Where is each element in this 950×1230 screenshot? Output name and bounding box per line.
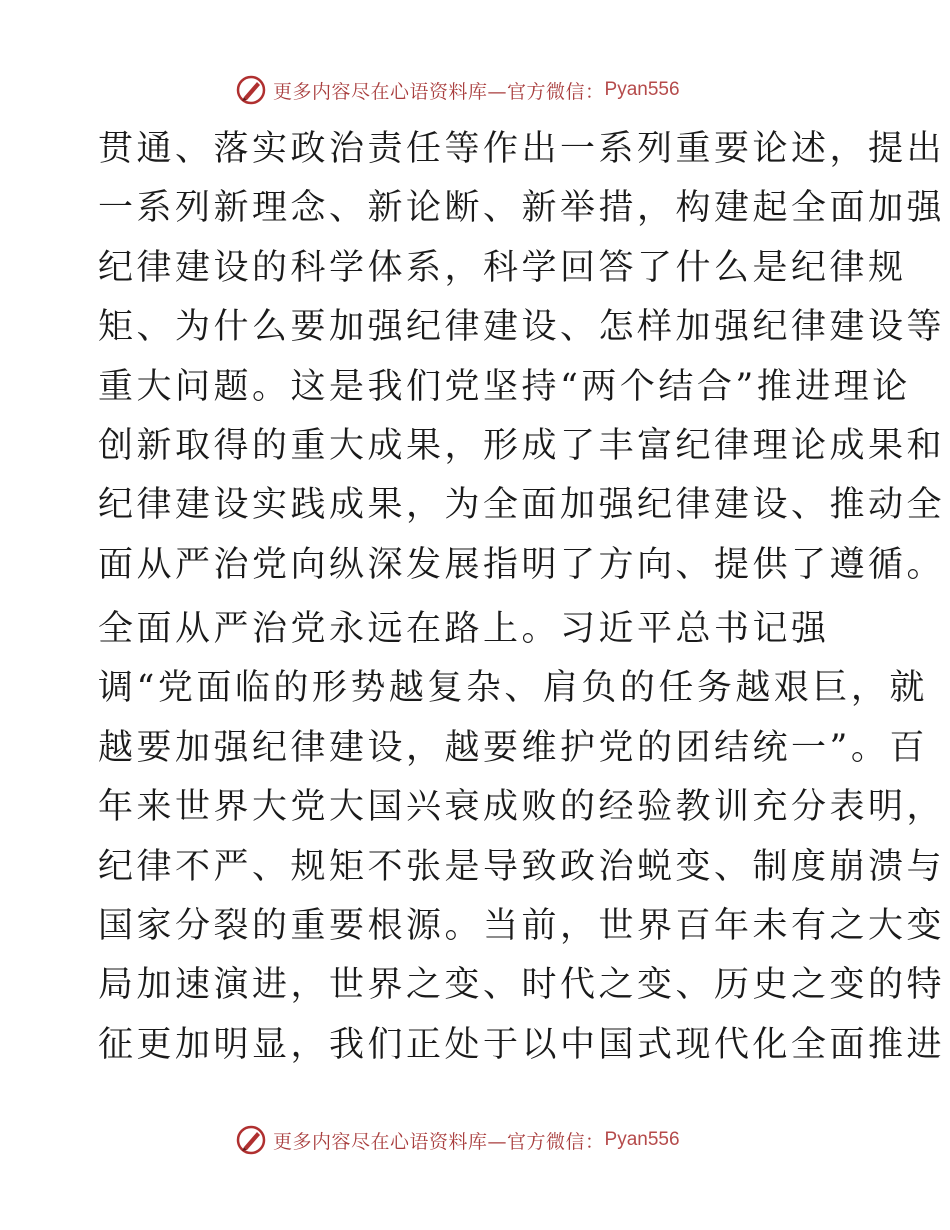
watermark-text: 更多内容尽在心语资料库—官方微信： <box>273 1130 605 1153</box>
paragraph-2 <box>98 600 946 1075</box>
watermark-text: 更多内容尽在心语资料库—官方微信： <box>273 80 605 103</box>
text-line: 征更加明显，我们正处于以中国式现代化全面推进 <box>98 1024 946 1065</box>
text-line: 年来世界大党大国兴衰成败的经验教训充分表明， <box>98 787 946 828</box>
text-line: 重大问题。这是我们党坚持“两个结合”推进理论 <box>98 366 911 407</box>
text-line: 面从严治党向纵深发展指明了方向、提供了遵循。 <box>98 544 946 585</box>
watermark-wechat-id: Pyan556 <box>604 1129 680 1150</box>
pen-logo-icon <box>235 74 267 106</box>
text-line: 纪律建设的科学体系，科学回答了什么是纪律规 <box>98 247 907 288</box>
text-line: 贯通、落实政治责任等作出一系列重要论述，提出 <box>98 129 946 169</box>
watermark-wechat-id: Pyan556 <box>604 79 680 100</box>
text-line: 调“党面临的形势越复杂、肩负的任务越艰巨，就 <box>98 668 928 709</box>
text-line: 局加速演进，世界之变、时代之变、历史之变的特 <box>98 965 946 1006</box>
footer-watermark <box>235 1122 680 1158</box>
text-line: 纪律建设实践成果，为全面加强纪律建设、推动全 <box>98 485 946 526</box>
header-watermark <box>235 72 680 108</box>
pen-logo-icon <box>235 1124 267 1156</box>
text-line: 越要加强纪律建设，越要维护党的团结统一”。百 <box>98 727 928 768</box>
text-line: 国家分裂的重要根源。当前，世界百年未有之大变 <box>98 905 946 946</box>
text-line: 纪律不严、规矩不张是导致政治蜕变、制度崩溃与 <box>98 846 946 887</box>
text-line: 一系列新理念、新论断、新举措，构建起全面加强 <box>98 188 946 229</box>
text-line: 矩、为什么要加强纪律建设、怎样加强纪律建设等 <box>98 307 946 348</box>
text-line: 创新取得的重大成果，形成了丰富纪律理论成果和 <box>98 425 946 466</box>
paragraph-1 <box>98 120 946 595</box>
text-line: 全面从严治党永远在路上。习近平总书记强 <box>98 609 830 649</box>
